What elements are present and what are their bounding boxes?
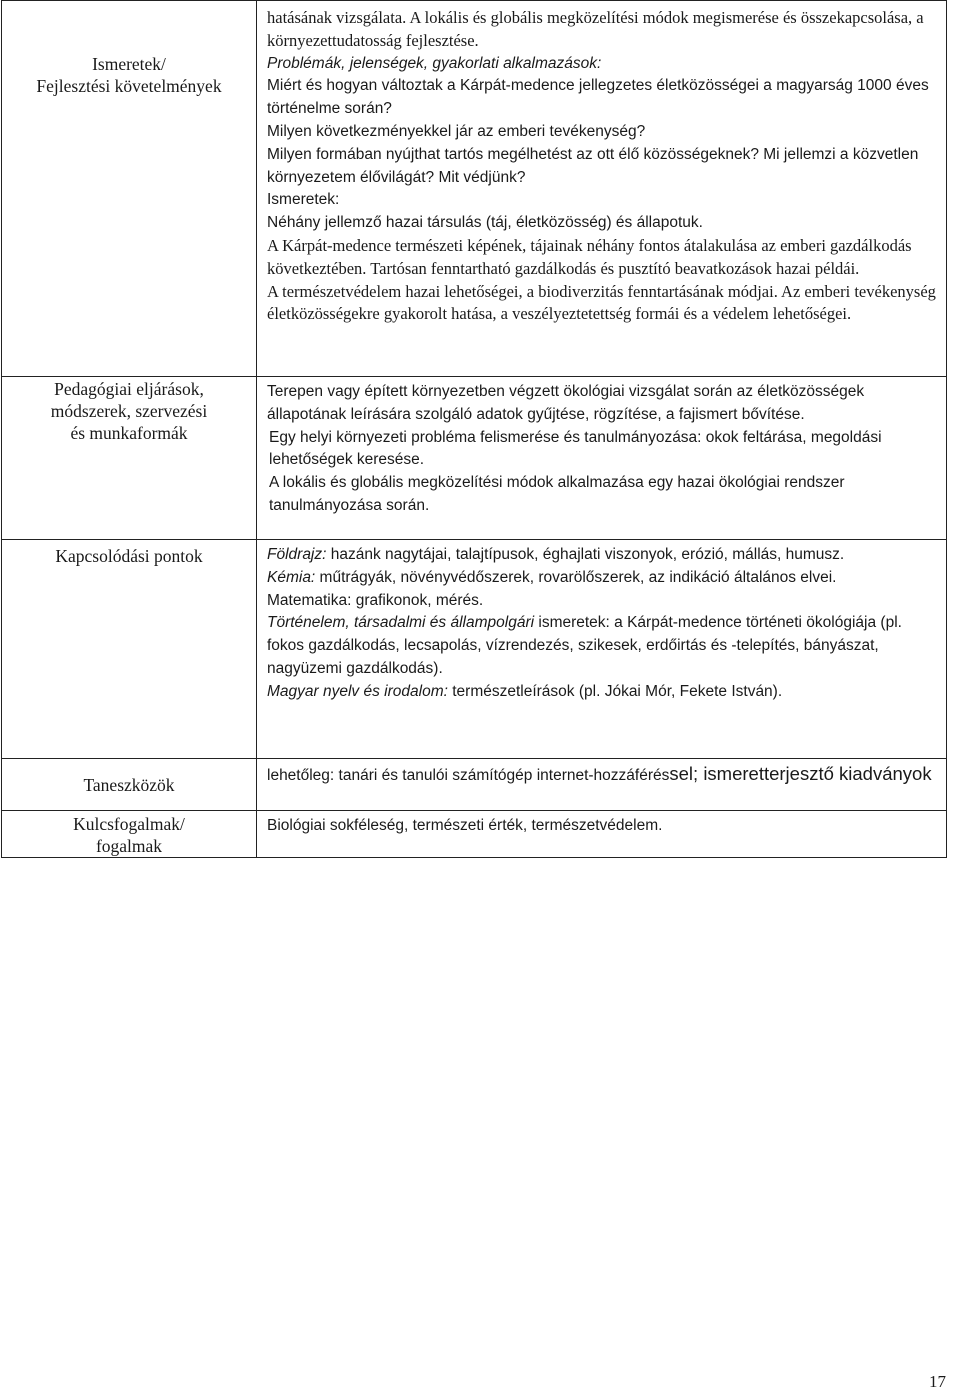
problems-heading: Problémák, jelenségek, gyakorlati alkalmazások: (267, 54, 602, 72)
knowledge-heading: Ismeretek: (267, 191, 340, 209)
method-1: Terepen vagy épített környezetben végzett ökológiai vizsgálat során az életközösségek állapotának leírására szolgáló adatok gyűjtése, rögzítése, a fajismert bővítése. (267, 383, 865, 423)
kemia-text: műtrágyák, növényvédőszerek, rovarölőszerek, az indikáció általános elvei. (315, 568, 837, 586)
magyar-text: természetleírások (pl. Jókai Mór, Fekete István). (447, 682, 783, 700)
label-pedagogia-line1: Pedagógiai eljárások, (54, 379, 204, 399)
knowledge-2: A Kárpát-medence természeti képének, tájainak néhány fontos átalakulása az emberi gazdálkodás következtében. Tartósan fenntartható gazdálkodás és pusztító beavatkozások hazai példái. (267, 235, 912, 278)
label-ismeretek-line2: Fejlesztési követelmények (36, 76, 222, 96)
link-tortenelem (267, 612, 936, 680)
knowledge-1: Néhány jellemző hazai társulás (táj, életközösség) és állapotuk. (267, 214, 703, 232)
link-matematika: Matematika: grafikonok, mérés. (267, 591, 484, 609)
foldrajz-text: hazánk nagytájai, talajtípusok, éghajlati viszonyok, erózió, mállás, humusz. (326, 546, 845, 563)
kemia-label: Kémia: (267, 568, 316, 586)
label-ismeretek-line1: Ismeretek/ (92, 54, 166, 74)
label-pedagogia-line3: és munkaformák (70, 423, 188, 443)
label-taneszkozok-text: Taneszközök (83, 774, 175, 795)
label-pedagogia-line2: módszerek, szervezési (50, 401, 208, 421)
label-kulcsfogalmak (2, 811, 257, 858)
tools-part2: sel; ismeret (669, 763, 764, 784)
link-foldrajz (267, 544, 936, 567)
label-kapcsolodasi (2, 540, 257, 759)
link-magyar (267, 681, 936, 704)
label-kapcsolodasi-text: Kapcsolódási pontok (55, 546, 203, 566)
row-pedagogia (2, 377, 947, 540)
label-taneszkozok (2, 759, 257, 811)
tools-text (267, 761, 936, 788)
intro-text: hatásának vizsgálata. A lokális és globális megközelítési módok megismerése és összekapcsolása, a környezettudatosság fejlesztése. (267, 8, 924, 50)
content-kulcsfogalmak (257, 811, 947, 858)
keywords-text: Biológiai sokféleség, természeti érték, természetvédelem. (267, 817, 663, 834)
tools-part1: lehetőleg: tanári és tanulói számítógép internet-hozzáférés (267, 767, 670, 784)
row-taneszkozok (2, 759, 947, 811)
tools-part3: terjesztő kiadványok (763, 763, 932, 784)
tortenelem-text: ismeretek: a Kárpát-medence történeti ökológiája (pl. fokos gazdálkodás, lecsapolás, vízrendezés, szikesek, erdőirtás és -telepítés, bányászat, nagyüzemi gazdálkodás). (267, 614, 902, 677)
content-ismeretek (257, 1, 947, 377)
tortenelem-label: Történelem, társadalmi és állampolgári (267, 614, 535, 632)
question-2: Milyen következményekkel jár az emberi tevékenység? (267, 122, 646, 140)
question-3: Milyen formában nyújthat tartós megélhetést az ott élő közösségeknek? Mi jellemzi a közvetlen környezetem élővilágát? Mit védjünk? (267, 145, 919, 186)
label-kulcsfogalmak-line1: Kulcsfogalmak/ (73, 814, 185, 834)
label-pedagogia (2, 377, 257, 540)
content-taneszkozok (257, 759, 947, 811)
row-ismeretek (2, 1, 947, 377)
page-number: 17 (929, 1372, 946, 1391)
method-3: A lokális és globális megközelítési módok alkalmazása egy hazai ökológiai rendszer tanulmányozása során. (269, 474, 845, 514)
magyar-label: Magyar nyelv és irodalom: (267, 682, 448, 700)
label-ismeretek (2, 1, 257, 377)
row-kulcsfogalmak (2, 811, 947, 858)
foldrajz-label: Földrajz: (267, 546, 327, 563)
label-kulcsfogalmak-line2: fogalmak (95, 836, 163, 856)
content-pedagogia (257, 377, 947, 540)
knowledge-3: A természetvédelem hazai lehetőségei, a biodiverzitás fenntartásának módjai. Az emberi tevékenység életközösségekre gyakorolt hatása, a veszélyeztetettség formái és a védelem lehetőségei. (267, 281, 936, 324)
method-2: Egy helyi környezeti probléma felismerése és tanulmányozása: okok feltárása, megoldási lehetőségek keresése. (269, 428, 882, 469)
curriculum-table (1, 0, 947, 858)
question-1: Miért és hogyan változtak a Kárpát-medence jellegzetes életközösségei a magyarság 1000 éves történelme során? (267, 77, 929, 118)
link-kemia (267, 567, 936, 590)
content-kapcsolodasi (257, 540, 947, 759)
row-kapcsolodasi (2, 540, 947, 759)
